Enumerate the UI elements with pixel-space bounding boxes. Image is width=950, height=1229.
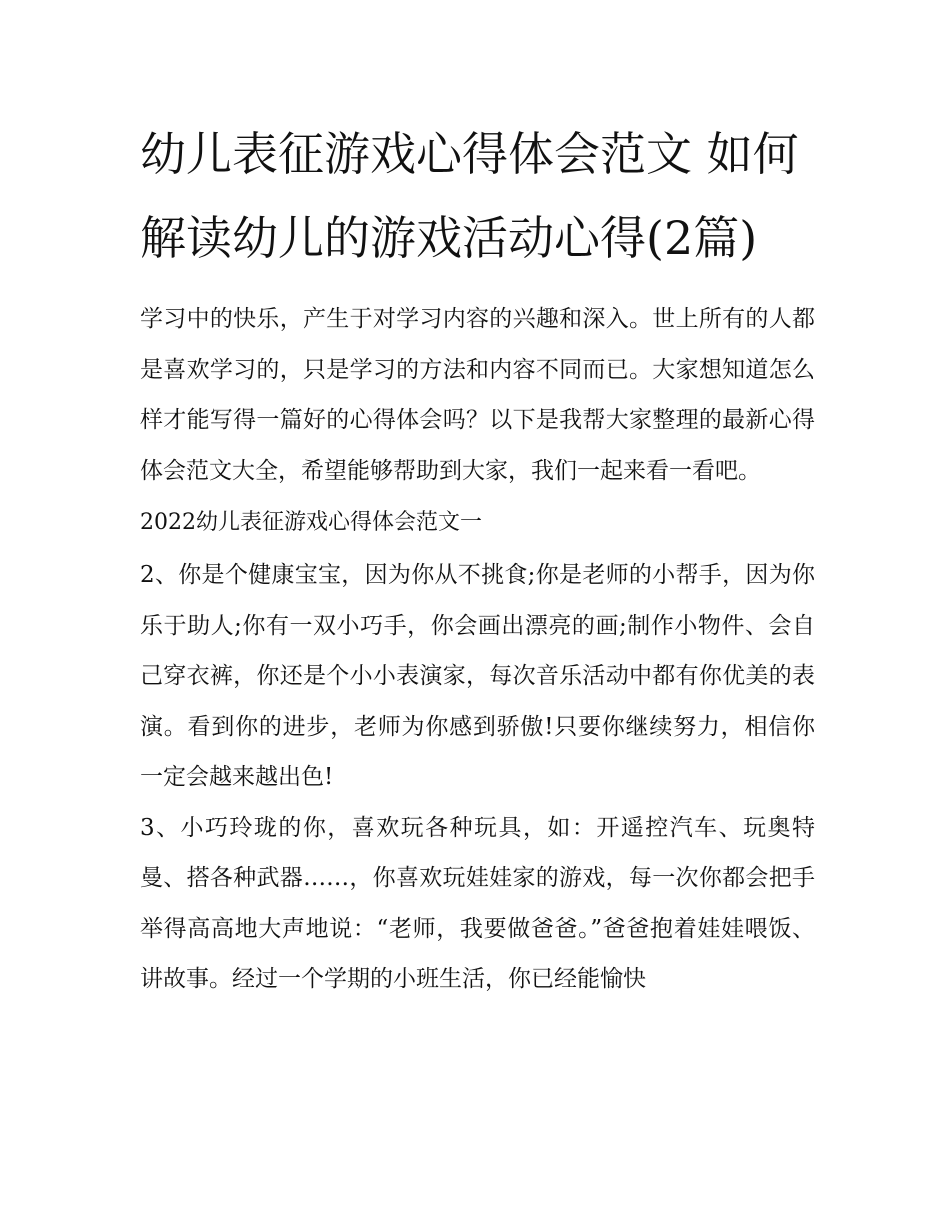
paragraph-item-2: 2、你是个健康宝宝，因为你从不挑食;你是老师的小帮手，因为你乐于助人;你有一双小巧手，你会画出漂亮的画;制作小物件、会自己穿衣裤，你还是个小小表演家，每次音乐活动中都有你优美的表演。看到你的进步，老师为你感到骄傲!只要你继续努力，相信你一定会越来越出色! (140, 562, 815, 790)
intro-paragraph: 学习中的快乐，产生于对学习内容的兴趣和深入。世上所有的人都是喜欢学习的，只是学习的方法和内容不同而已。大家想知道怎么样才能写得一篇好的心得体会吗？以下是我帮大家整理的最新心得体会范文大全，希望能够帮助到大家，我们一起来看一看吧。 (140, 306, 815, 484)
document-body (140, 294, 815, 1005)
section-heading: 2022幼儿表征游戏心得体会范文一 (140, 510, 482, 535)
document-page (140, 112, 815, 1005)
document-title: 幼儿表征游戏心得体会范文 如何解读幼儿的游戏活动心得(2篇) (140, 127, 799, 265)
paragraph-item-3: 3、小巧玲珑的你，喜欢玩各种玩具，如：开遥控汽车、玩奥特曼、搭各种武器……，你喜欢玩娃娃家的游戏，每一次你都会把手举得高高地大声地说：“老师，我要做爸爸。”爸爸抱着娃娃喂饭、讲故事。经过一个学期的小班生活，你已经能愉快 (140, 814, 815, 992)
